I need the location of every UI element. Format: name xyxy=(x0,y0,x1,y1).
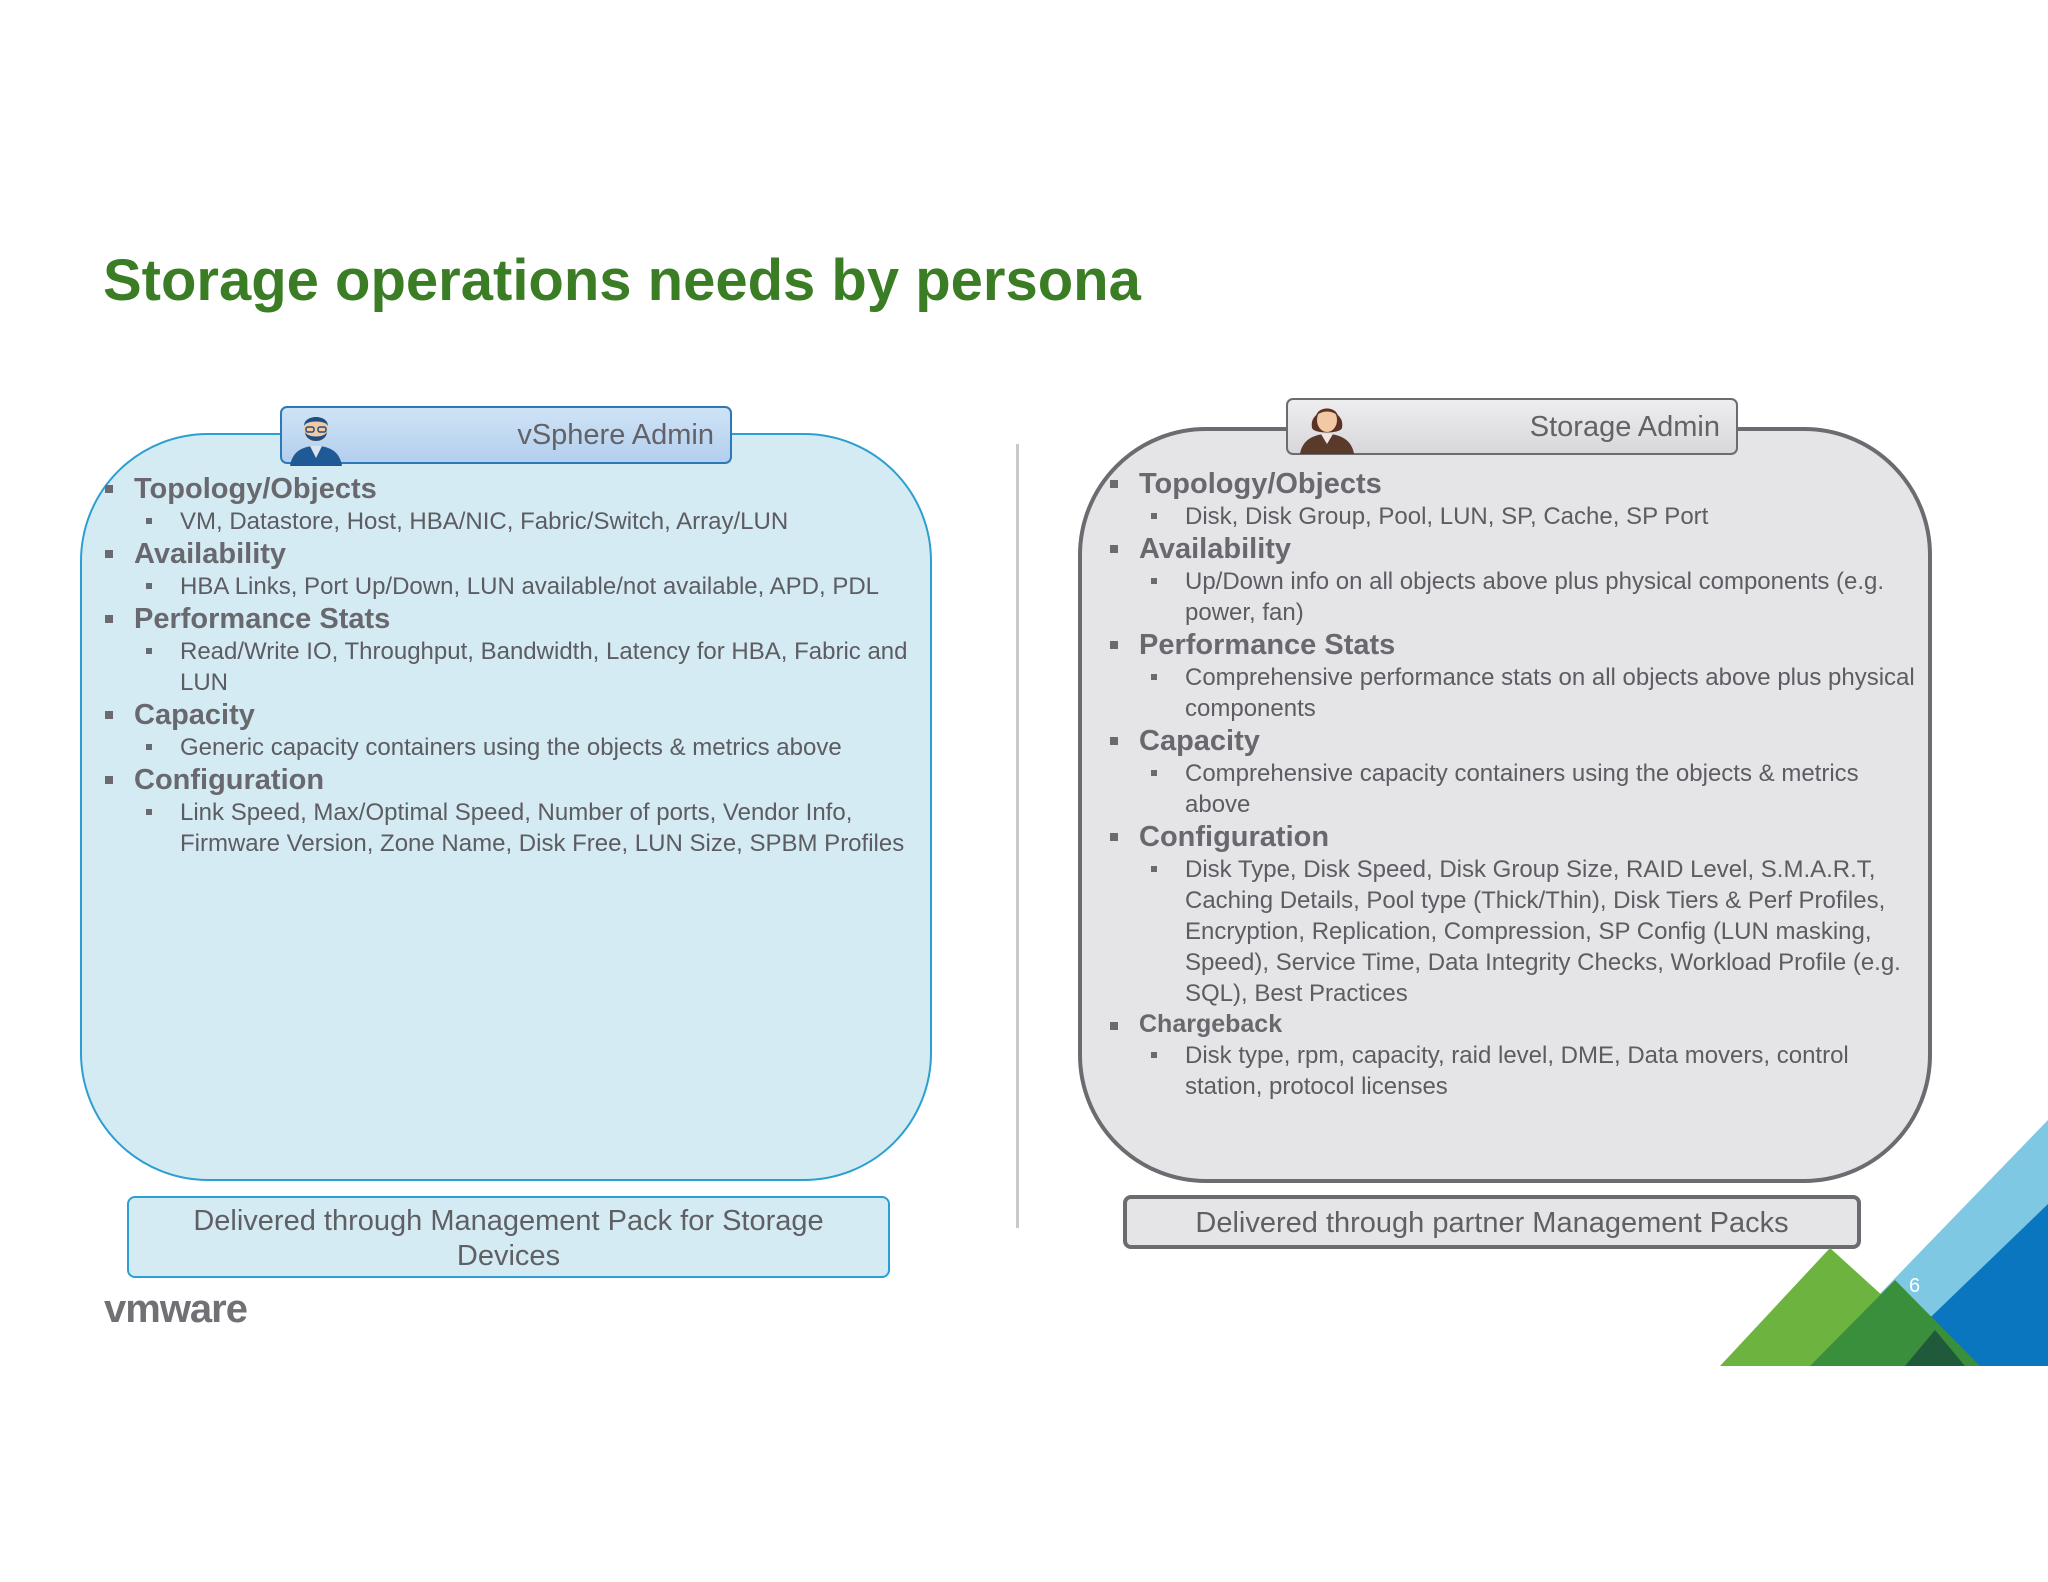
vsphere-admin-tab xyxy=(280,406,732,464)
category-label: Capacity xyxy=(134,699,255,731)
category-label: Topology/Objects xyxy=(134,473,377,505)
category-item xyxy=(1108,724,1928,820)
slide-title: Storage operations needs by persona xyxy=(103,248,1141,313)
sub-item xyxy=(1139,758,1928,820)
sub-item-text: Up/Down info on all objects above plus physical components (e.g. power, fan) xyxy=(1185,568,1885,626)
person-bearded-icon xyxy=(286,408,346,466)
sub-item xyxy=(134,636,923,698)
sub-item-text: HBA Links, Port Up/Down, LUN available/not available, APD, PDL xyxy=(180,573,880,600)
sub-item-text: Disk type, rpm, capacity, raid level, DME, Data movers, control station, protocol licenses xyxy=(1185,1042,1849,1100)
sub-item-text: Comprehensive capacity containers using the objects & metrics above xyxy=(1185,760,1859,818)
category-label: Configuration xyxy=(1139,821,1330,853)
sub-item xyxy=(1139,501,1928,532)
category-label: Topology/Objects xyxy=(1139,468,1382,500)
sub-item xyxy=(134,732,923,763)
sub-item xyxy=(1139,566,1928,628)
category-label: Configuration xyxy=(134,764,325,796)
vsphere-admin-delivery-note: Delivered through Management Pack for Storage Devices xyxy=(127,1196,890,1278)
sub-item xyxy=(1139,854,1928,1009)
persona-label: vSphere Admin xyxy=(517,419,714,451)
category-item xyxy=(103,763,923,859)
vsphere-admin-content xyxy=(103,472,923,859)
category-item xyxy=(1108,1009,1928,1102)
vmware-logo xyxy=(104,1290,294,1330)
category-item xyxy=(103,698,923,763)
sub-item xyxy=(134,571,923,602)
sub-item xyxy=(1139,662,1928,724)
column-divider xyxy=(1016,444,1019,1228)
category-label: Availability xyxy=(134,538,287,570)
sub-item xyxy=(134,797,923,859)
category-label: Performance Stats xyxy=(134,603,391,635)
sub-item-text: Disk Type, Disk Speed, Disk Group Size, RAID Level, S.M.A.R.T, Caching Details, Pool type (Thick/Thin), Disk Tiers & Perf Profiles, Encryption, Replication, Compression, SP Config (LUN masking, Speed), Service Time, Data Integrity Checks, Workload Profile (e.g. SQL), Best Practices xyxy=(1185,856,1901,1007)
category-label: Availability xyxy=(1139,533,1292,565)
category-item xyxy=(103,537,923,602)
category-item xyxy=(1108,467,1928,532)
persona-label: Storage Admin xyxy=(1529,411,1720,443)
sub-item-text: Disk, Disk Group, Pool, LUN, SP, Cache, SP Port xyxy=(1185,503,1709,530)
category-list xyxy=(103,472,923,859)
page-number: 6 xyxy=(1909,1275,1921,1297)
sub-item-text: Generic capacity containers using the objects & metrics above xyxy=(180,734,842,761)
storage-admin-delivery-note: Delivered through partner Management Packs xyxy=(1123,1195,1861,1249)
category-item xyxy=(103,602,923,698)
corner-triangles-decoration xyxy=(1720,1120,2048,1366)
sub-item-text: Link Speed, Max/Optimal Speed, Number of ports, Vendor Info, Firmware Version, Zone Name, Disk Free, LUN Size, SPBM Profiles xyxy=(180,799,905,857)
category-list xyxy=(1108,467,1928,1102)
category-item xyxy=(1108,532,1928,628)
sub-item-text: Read/Write IO, Throughput, Bandwidth, Latency for HBA, Fabric and LUN xyxy=(180,638,908,696)
category-label: Chargeback xyxy=(1139,1010,1283,1038)
sub-item-text: VM, Datastore, Host, HBA/NIC, Fabric/Switch, Array/LUN xyxy=(180,508,789,535)
category-item xyxy=(1108,820,1928,1009)
sub-item xyxy=(1139,1040,1928,1102)
category-item xyxy=(103,472,923,537)
category-label: Capacity xyxy=(1139,725,1260,757)
category-label: Performance Stats xyxy=(1139,629,1396,661)
category-item xyxy=(1108,628,1928,724)
sub-item-text: Comprehensive performance stats on all objects above plus physical components xyxy=(1185,664,1915,722)
storage-admin-content xyxy=(1108,467,1928,1102)
logo-text: vmware xyxy=(104,1290,247,1330)
sub-item xyxy=(134,506,923,537)
person-woman-icon xyxy=(1296,398,1358,454)
